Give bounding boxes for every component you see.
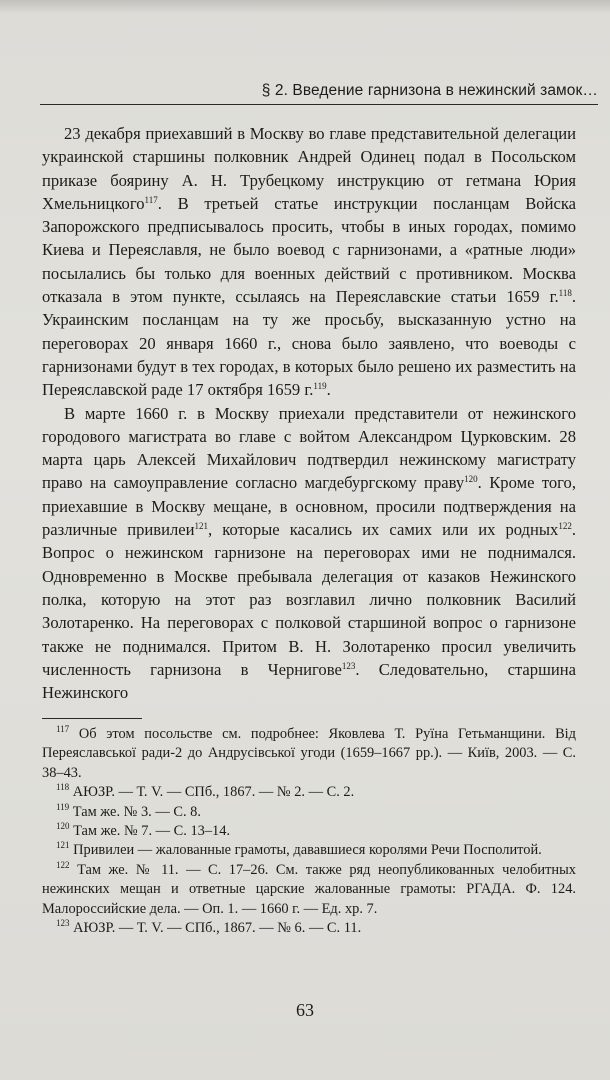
main-text [42,122,576,704]
footnote-number: 123 [56,918,70,929]
text-run: , которые касались их самих или их родных [208,520,559,540]
footnote-marker: 117 [144,194,158,205]
footnote [42,822,576,841]
footnote-marker: 123 [341,660,356,671]
text-run: В марте 1660 г. в Москву приехали представители от нежинского городового магистрата во главе с войтом Александром Цурковским. 28 марта царь Алексей Михайлович подтвердил нежинскому магистрату право на самоуправление согласно магдебургскому праву [42,403,576,493]
footnote-marker: 118 [558,288,572,299]
footnote [42,919,576,938]
footnote-number: 117 [56,724,70,734]
text-run: 23 декабря приехавший в Москву во главе представительной делегации украинской старшины полковник Андрей Одинец подал в Посольском приказе боярину А. Н. Трубецкому инструкцию от гетмана Юрия Хмельницкого [42,124,576,213]
footnote-text: Там же. № 3. — С. 8. [72,803,201,820]
footnote-number: 122 [56,859,70,870]
footnote-text: Об этом посольстве см. подробнее: Яковлева Т. Руïна Гетьманщини. Від Переяславської ради-2 до Андрусівської угоди (1659–1667 рр.). — Київ, 2003. — С. 38–43. [42,726,576,781]
footnote [42,783,576,802]
paragraph [42,122,576,402]
page-edge-shadow [0,0,610,14]
footnote-text: Там же. № 11. — С. 17–26. См. также ряд неопубликованных челобитных нежинских мещан и ответные царские жалованные грамоты: РГАДА. Ф. 124. Малороссийские дела. — Оп. 1. — 1660 г. — Ед. хр. 7. [42,861,576,917]
footnote-number: 118 [56,782,70,793]
footnote-text: АЮЗР. — Т. V. — СПб., 1867. — № 6. — С. 11. [73,920,362,937]
footnote-number: 119 [56,801,70,812]
footnote-marker: 122 [558,521,572,532]
text-run: . [326,380,331,400]
footnote [42,841,576,860]
text-run: . Украинским посланцам на ту же просьбу, высказанную устно на переговорах 20 января 1660 г., снова было заявлено, что воеводы с гарнизонами будут в тех городах, в которых было решено их разместить на Переяславской раде 17 октября 1659 г. [42,287,576,400]
text-run: . Следовательно, старшина Нежинского [42,659,576,703]
footnote-marker: 120 [464,474,478,485]
text-run: . В третьей статье инструкции посланцам Войска Запорожского предписывалось просить, чтобы в иных городах, помимо Киева и Переяславля, не было воевод с гарнизонами, а «ратные люди» посылались бы только для военных действий с противником. Москва отказала в этом пункте, ссылаясь на Переяславские статьи 1659 г. [42,193,576,307]
running-head: § 2. Введение гарнизона в нежинский замок… [261,82,598,99]
footnote [42,725,576,783]
page-number: 63 [296,1000,314,1020]
text-run: . Вопрос о нежинском гарнизоне на переговорах ими не поднимался. Одновременно в Москве пребывала делегация от казаков Нежинского полка, которую на этот раз возглавил лично полковник Василий Золотаренко. На переговорах с полковой старшиной вопрос о гарнизоне также не поднимался. Притом В. Н. Золотаренко просил увеличить численность гарнизона в Чернигове [42,520,576,679]
footnote-marker: 121 [194,521,208,532]
paragraph [42,402,576,705]
footnotes [42,725,576,938]
footnote-number: 121 [56,840,70,851]
footnote [42,861,576,919]
footnote-text: АЮЗР. — Т. V. — СПб., 1867. — № 2. — С. 2. [72,784,355,801]
footnote-marker: 119 [313,381,327,392]
header-rule [40,104,598,105]
text-run: . Кроме того, приехавшие в Москву мещане, в основном, просили подтверждения на различные привилеи [42,473,577,540]
footnote-number: 120 [56,821,70,832]
footnote-text: Привилеи — жалованные грамоты, дававшиеся королями Речи Посполитой. [73,842,542,859]
footnote-separator [42,718,142,719]
footnote [42,803,576,822]
footnote-text: Там же. № 7. — С. 13–14. [73,823,231,840]
